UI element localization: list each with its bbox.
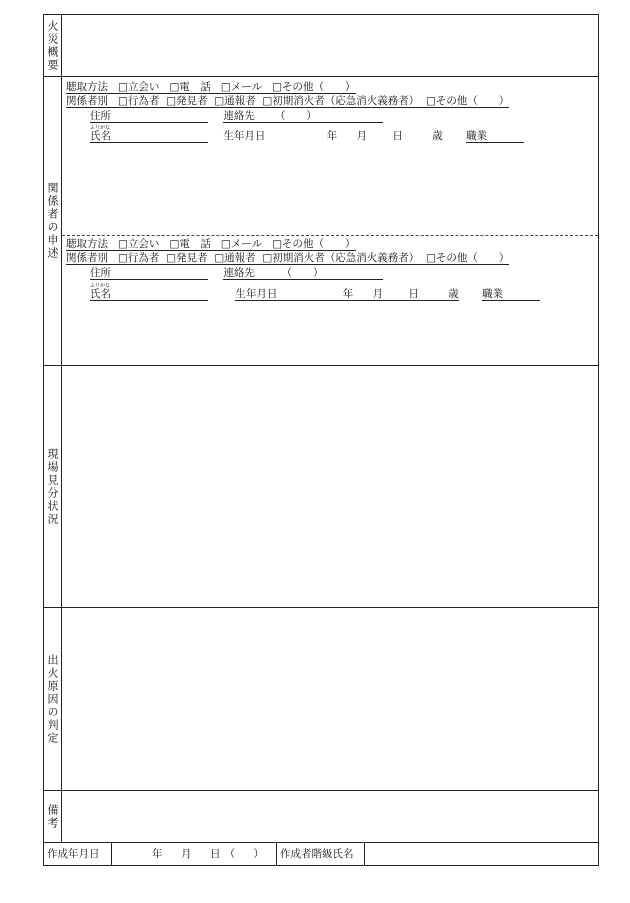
- cause-judgment-field[interactable]: [62, 608, 598, 790]
- month-label: 月: [356, 130, 368, 142]
- statement-1-method-group: [66, 81, 356, 94]
- dob-label: 生年月日: [223, 130, 266, 142]
- author-label: 作成者階級氏名: [280, 848, 354, 860]
- year-label: 年: [326, 130, 338, 142]
- contact-label: 連絡先: [223, 267, 255, 279]
- age-label: 歳: [448, 288, 459, 300]
- relation-checkbox-other[interactable]: □その他（ ）: [425, 95, 510, 107]
- address-label: 住所: [90, 110, 111, 122]
- statement-2-address-line: [90, 267, 383, 280]
- method-label: 聴取方法: [66, 81, 108, 93]
- statement-2-method-line: [66, 238, 356, 251]
- name-label: 氏名: [90, 288, 111, 300]
- method-checkbox-tachiai[interactable]: □立会い: [118, 81, 160, 93]
- method-checkbox-other[interactable]: □その他（ ）: [272, 238, 356, 250]
- dob-field[interactable]: [235, 288, 458, 301]
- date-label: 作成年月日: [47, 848, 100, 860]
- method-checkbox-other[interactable]: □その他（ ）: [272, 81, 356, 93]
- statements-field[interactable]: [62, 77, 598, 365]
- name-field[interactable]: [90, 283, 208, 301]
- relation-checkbox-initial-extinguisher[interactable]: □初期消火者（応急消火義務者）: [262, 95, 420, 107]
- relation-label: 関係者別: [66, 252, 108, 264]
- fire-summary-label-cell: [44, 15, 62, 76]
- job-label: 職業: [466, 130, 488, 142]
- date-label-cell: [44, 842, 112, 865]
- statement-divider: [62, 235, 598, 236]
- method-checkbox-mail[interactable]: □メール: [220, 81, 263, 93]
- statements-label: 関係者の申述: [46, 182, 59, 260]
- relation-checkbox-other[interactable]: □その他（ ）: [425, 252, 510, 264]
- year-label: 年: [342, 288, 354, 300]
- dob-field[interactable]: [223, 130, 446, 142]
- statement-1-address-line: [90, 110, 383, 123]
- statement-2-relation-group: [66, 252, 509, 265]
- relation-checkbox-actor[interactable]: □行為者: [118, 95, 160, 107]
- fire-summary-section: [44, 15, 598, 77]
- contact-paren: （ ）: [281, 267, 324, 279]
- month-label: 月: [372, 288, 384, 300]
- statement-1-relation-line: [66, 95, 509, 108]
- fire-summary-field[interactable]: [62, 15, 598, 76]
- method-label: 聴取方法: [66, 238, 108, 250]
- relation-checkbox-finder[interactable]: □発見者: [166, 95, 208, 107]
- statement-1-name-line: [90, 125, 524, 143]
- contact-field[interactable]: [223, 110, 383, 123]
- site-inspection-label-cell: [44, 366, 62, 607]
- name-label: 氏名: [90, 130, 111, 142]
- report-form: [43, 14, 599, 866]
- footer-row: [44, 842, 598, 865]
- age-label: 歳: [432, 130, 443, 142]
- method-checkbox-tachiai[interactable]: □立会い: [118, 238, 160, 250]
- remarks-section: [44, 791, 598, 843]
- remarks-label-cell: [44, 791, 62, 842]
- contact-field[interactable]: [223, 267, 383, 280]
- job-label: 職業: [482, 288, 504, 300]
- date-field[interactable]: [112, 842, 277, 865]
- author-label-cell: [277, 842, 365, 865]
- statement-2-name-line: [90, 283, 540, 301]
- date-value: 年 月 日（ ）: [152, 848, 268, 860]
- relation-checkbox-reporter[interactable]: □通報者: [214, 95, 256, 107]
- day-label: 日: [408, 288, 419, 300]
- name-field[interactable]: [90, 125, 208, 143]
- statement-2-relation-line: [66, 252, 509, 265]
- fire-summary-label: 火災概要: [46, 19, 59, 72]
- method-checkbox-mail[interactable]: □メール: [220, 238, 263, 250]
- relation-checkbox-reporter[interactable]: □通報者: [214, 252, 256, 264]
- address-field[interactable]: [90, 267, 208, 280]
- day-label: 日: [392, 130, 403, 142]
- contact-paren: （ ）: [274, 110, 317, 122]
- dob-label: 生年月日: [235, 288, 278, 300]
- address-label: 住所: [90, 267, 111, 279]
- furigana-label: ふりがな: [90, 283, 111, 289]
- job-field[interactable]: [466, 130, 524, 143]
- relation-checkbox-initial-extinguisher[interactable]: □初期消火者（応急消火義務者）: [262, 252, 420, 264]
- author-field[interactable]: [365, 842, 598, 865]
- site-inspection-label: 現場見分状況: [46, 447, 59, 526]
- statement-1-method-line: [66, 81, 356, 94]
- site-inspection-section: [44, 366, 598, 608]
- statements-section: [44, 77, 598, 366]
- statement-1-relation-group: [66, 95, 509, 108]
- remarks-field[interactable]: [62, 791, 598, 842]
- relation-checkbox-finder[interactable]: □発見者: [166, 252, 208, 264]
- job-field[interactable]: [482, 288, 540, 301]
- contact-label: 連絡先: [223, 110, 255, 122]
- furigana-label: ふりがな: [90, 125, 111, 131]
- relation-label: 関係者別: [66, 95, 108, 107]
- site-inspection-field[interactable]: [62, 366, 598, 607]
- statements-label-cell: [44, 77, 62, 365]
- cause-judgment-label: 出火原因の判定: [46, 653, 59, 745]
- method-checkbox-phone[interactable]: □電 話: [169, 238, 211, 250]
- cause-judgment-label-cell: [44, 608, 62, 790]
- relation-checkbox-actor[interactable]: □行為者: [118, 252, 160, 264]
- remarks-label: 備考: [46, 803, 59, 830]
- method-checkbox-phone[interactable]: □電 話: [169, 81, 211, 93]
- cause-judgment-section: [44, 608, 598, 791]
- statement-2-method-group: [66, 238, 356, 251]
